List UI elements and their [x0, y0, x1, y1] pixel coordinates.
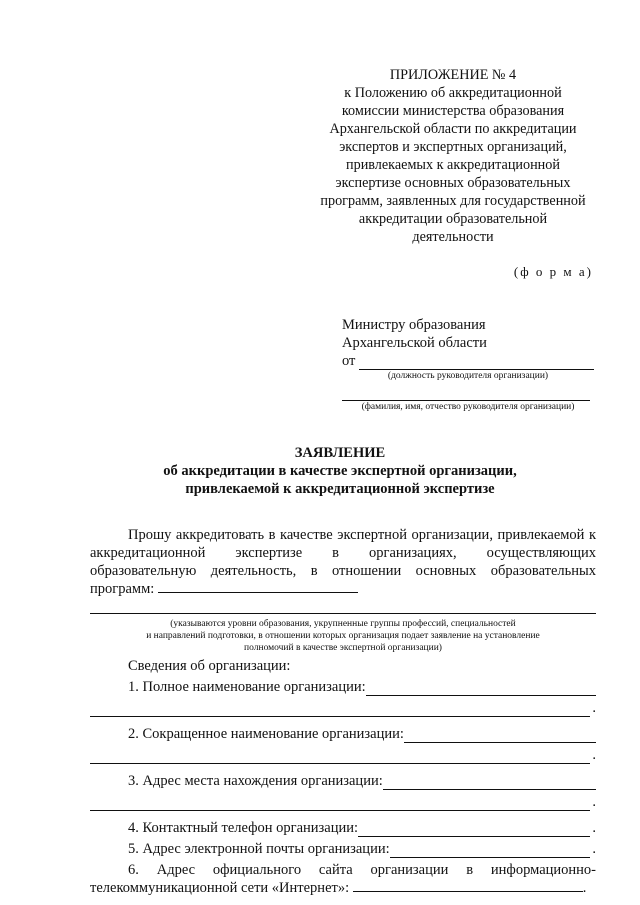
item2-row — [90, 725, 596, 743]
appendix-line: программ, заявленных для государственной — [320, 193, 586, 209]
item6-label: 6. Адрес официального сайта организации в информационно-телекоммуникационной сети «Интернет»: — [90, 862, 596, 896]
appendix-line: привлекаемых к аккредитационной — [346, 157, 560, 173]
item4-dot: . — [592, 820, 596, 836]
addressee-line2: Архангельской области — [342, 335, 487, 351]
item3-row2 — [90, 793, 596, 811]
title-sub2: привлекаемой к аккредитационной экспертизе — [185, 481, 495, 497]
name-field[interactable] — [342, 386, 590, 401]
address-field[interactable] — [383, 777, 596, 790]
appendix-line: экспертов и экспертных организаций, — [339, 139, 567, 155]
appendix-line: ПРИЛОЖЕНИЕ № 4 — [389, 67, 517, 83]
position-field[interactable] — [359, 355, 594, 370]
item3-label: 3. Адрес места нахождения организации: — [128, 773, 383, 789]
email-field[interactable] — [390, 845, 591, 858]
name-caption: (фамилия, имя, отчество руководителя организации) — [361, 402, 575, 412]
phone-field[interactable] — [358, 824, 590, 837]
appendix-line: экспертизе основных образовательных — [335, 175, 571, 191]
position-caption: (должность руководителя организации) — [387, 371, 549, 381]
form-label: (ф о р м а) — [513, 264, 593, 279]
programs-note — [90, 618, 596, 654]
title-main: ЗАЯВЛЕНИЕ — [294, 445, 386, 461]
item5-label: 5. Адрес электронной почты организации: — [128, 841, 390, 857]
programs-field-line2[interactable] — [90, 601, 596, 614]
item2-dot: . — [592, 747, 596, 763]
programs-field[interactable] — [158, 580, 358, 593]
addressee-line1: Министру образования — [342, 317, 486, 333]
appendix-line: деятельности — [412, 229, 494, 245]
item6-paragraph — [90, 861, 596, 897]
request-text: Прошу аккредитовать в качестве экспертной организации, привлекаемой к аккредитационной экспертизе в организациях, осуществляющих образовательную деятельность, в отношении основных образовательных программ: — [90, 527, 596, 597]
item1-row — [90, 678, 596, 696]
appendix-line: комиссии министерства образования — [341, 103, 565, 119]
full-name-field[interactable] — [366, 683, 596, 696]
item1-row2 — [90, 699, 596, 717]
item3-row — [90, 772, 596, 790]
item4-row — [90, 819, 596, 837]
note-line: и направлений подготовки, в отношении которых организация подает заявление на установление — [146, 631, 540, 641]
item5-dot: . — [592, 841, 596, 857]
addressee-block — [342, 316, 594, 413]
note-line: (указываются уровни образования, укрупненные группы профессий, специальностей — [170, 619, 516, 629]
document-body — [90, 526, 596, 897]
appendix-line: аккредитации образовательной — [358, 211, 548, 227]
title-sub1: об аккредитации в качестве экспертной организации, — [163, 463, 517, 479]
short-name-field[interactable] — [404, 730, 596, 743]
appendix-line: Архангельской области по аккредитации — [329, 121, 577, 137]
from-row — [342, 352, 594, 370]
item1-dot: . — [592, 700, 596, 716]
short-name-field-line2[interactable] — [90, 751, 590, 764]
item3-dot: . — [592, 794, 596, 810]
appendix-line: к Положению об аккредитационной — [344, 85, 562, 101]
item1-label: 1. Полное наименование организации: — [128, 679, 366, 695]
item5-row — [90, 840, 596, 858]
info-header: Сведения об организации: — [128, 658, 291, 674]
item2-label: 2. Сокращенное наименование организации: — [128, 726, 404, 742]
website-field[interactable] — [353, 879, 583, 892]
item6-dot: . — [582, 880, 587, 896]
item2-row2 — [90, 746, 596, 764]
request-paragraph — [90, 526, 596, 598]
from-label: от — [342, 353, 356, 369]
full-name-field-line2[interactable] — [90, 704, 590, 717]
document-title — [60, 444, 620, 498]
address-field-line2[interactable] — [90, 798, 590, 811]
appendix-header — [312, 66, 594, 246]
note-line: полномочий в качестве экспертной организации) — [244, 643, 442, 653]
item4-label: 4. Контактный телефон организации: — [128, 820, 359, 836]
